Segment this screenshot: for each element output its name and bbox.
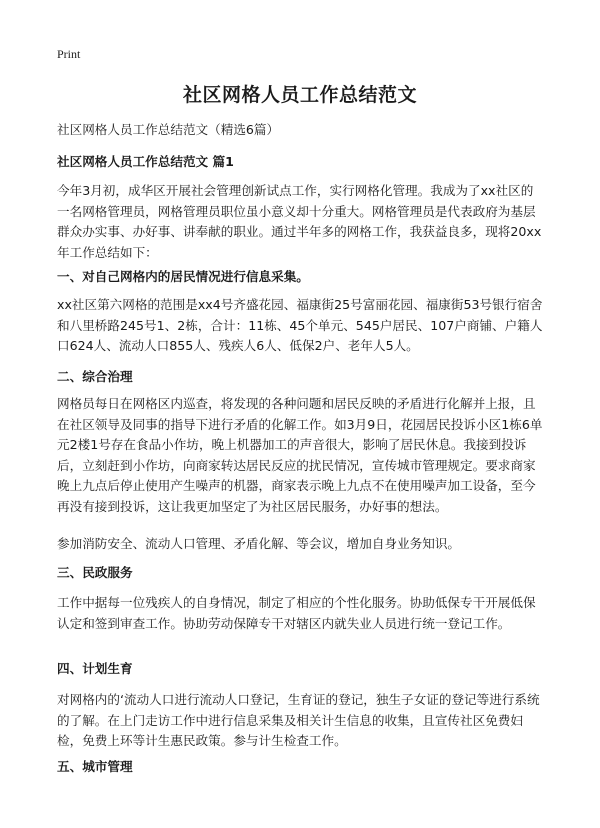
paragraph-family-planning: 对网格内的‘流动人口进行流动人口登记，生育证的登记，独生子女证的登记等进行系统的了解。在上门走访工作中进行信息采集及相关计生信息的收集，且宣传社区免费妇检，免费上环等计生惠民政策。参与计生检查工作。 bbox=[57, 692, 540, 748]
article-heading: 社区网格人员工作总结范文 篇1 bbox=[57, 154, 234, 169]
section-heading-family-planning: 四、计划生育 bbox=[57, 661, 133, 676]
document-title: 社区网格人员工作总结范文 bbox=[182, 84, 417, 106]
document-subtitle: 社区网格人员工作总结范文（精选6篇） bbox=[57, 122, 280, 137]
section-heading-city-management: 五、城市管理 bbox=[57, 759, 133, 774]
paragraph-meetings: 参加消防安全、流动人口管理、矛盾化解、等会议，增加自身业务知识。 bbox=[57, 536, 460, 551]
paragraph-civil-affairs: 工作中据每一位残疾人的自身情况，制定了相应的个性化服务。协助低保专干开展低保认定和签到审查工作。协助劳动保障专干对辖区内就失业人员进行统一登记工作。 bbox=[57, 595, 536, 631]
paragraph-intro: 今年3月初，成华区开展社会管理创新试点工作，实行网格化管理。我成为了xx社区的一名网格管理员，网格管理员职位虽小意义却十分重大。网格管理员是代表政府为基层群众办实事、办好事、讲奉献的职业。通过半年多的网格工作，我获益良多，现将20xx年工作总结如下： bbox=[57, 183, 542, 260]
section-heading-comprehensive-governance: 二、综合治理 bbox=[57, 369, 133, 384]
paragraph-grid-scope: xx社区第六网格的范围是xx4号齐盛花园、福康街25号富丽花园、福康街53号银行宿舍和八里桥路245号1、2栋，合计：11栋、45个单元、545户居民、107户商铺、户籍人口624人、流动人口855人、残疾人6人、低保2户、老年人5人。 bbox=[57, 297, 543, 353]
section-heading-info-collection: 一、对自己网格内的居民情况进行信息采集。 bbox=[57, 269, 309, 284]
section-heading-civil-affairs: 三、民政服务 bbox=[57, 565, 133, 580]
paragraph-patrol-mediation: 网格员每日在网格区内巡查，将发现的各种问题和居民反映的矛盾进行化解并上报，且在社区领导及同事的指导下进行矛盾的化解工作。如3月9日，花园居民投诉小区1栋6单元2楼1号存在食品小作坊，晚上机器加工的声音很大，影响了居民休息。我接到投诉后，立刻赶到小作坊，向商家转达居民反应的扰民情况，宣传城市管理规定。要求商家晚上九点后停止使用产生噪声的机器，商家表示晚上九点不在使用噪声加工设备，至今再没有接到投诉，这让我更加坚定了为社区居民服务，办好事的想法。 bbox=[57, 396, 543, 514]
print-link[interactable]: Print bbox=[57, 47, 81, 61]
